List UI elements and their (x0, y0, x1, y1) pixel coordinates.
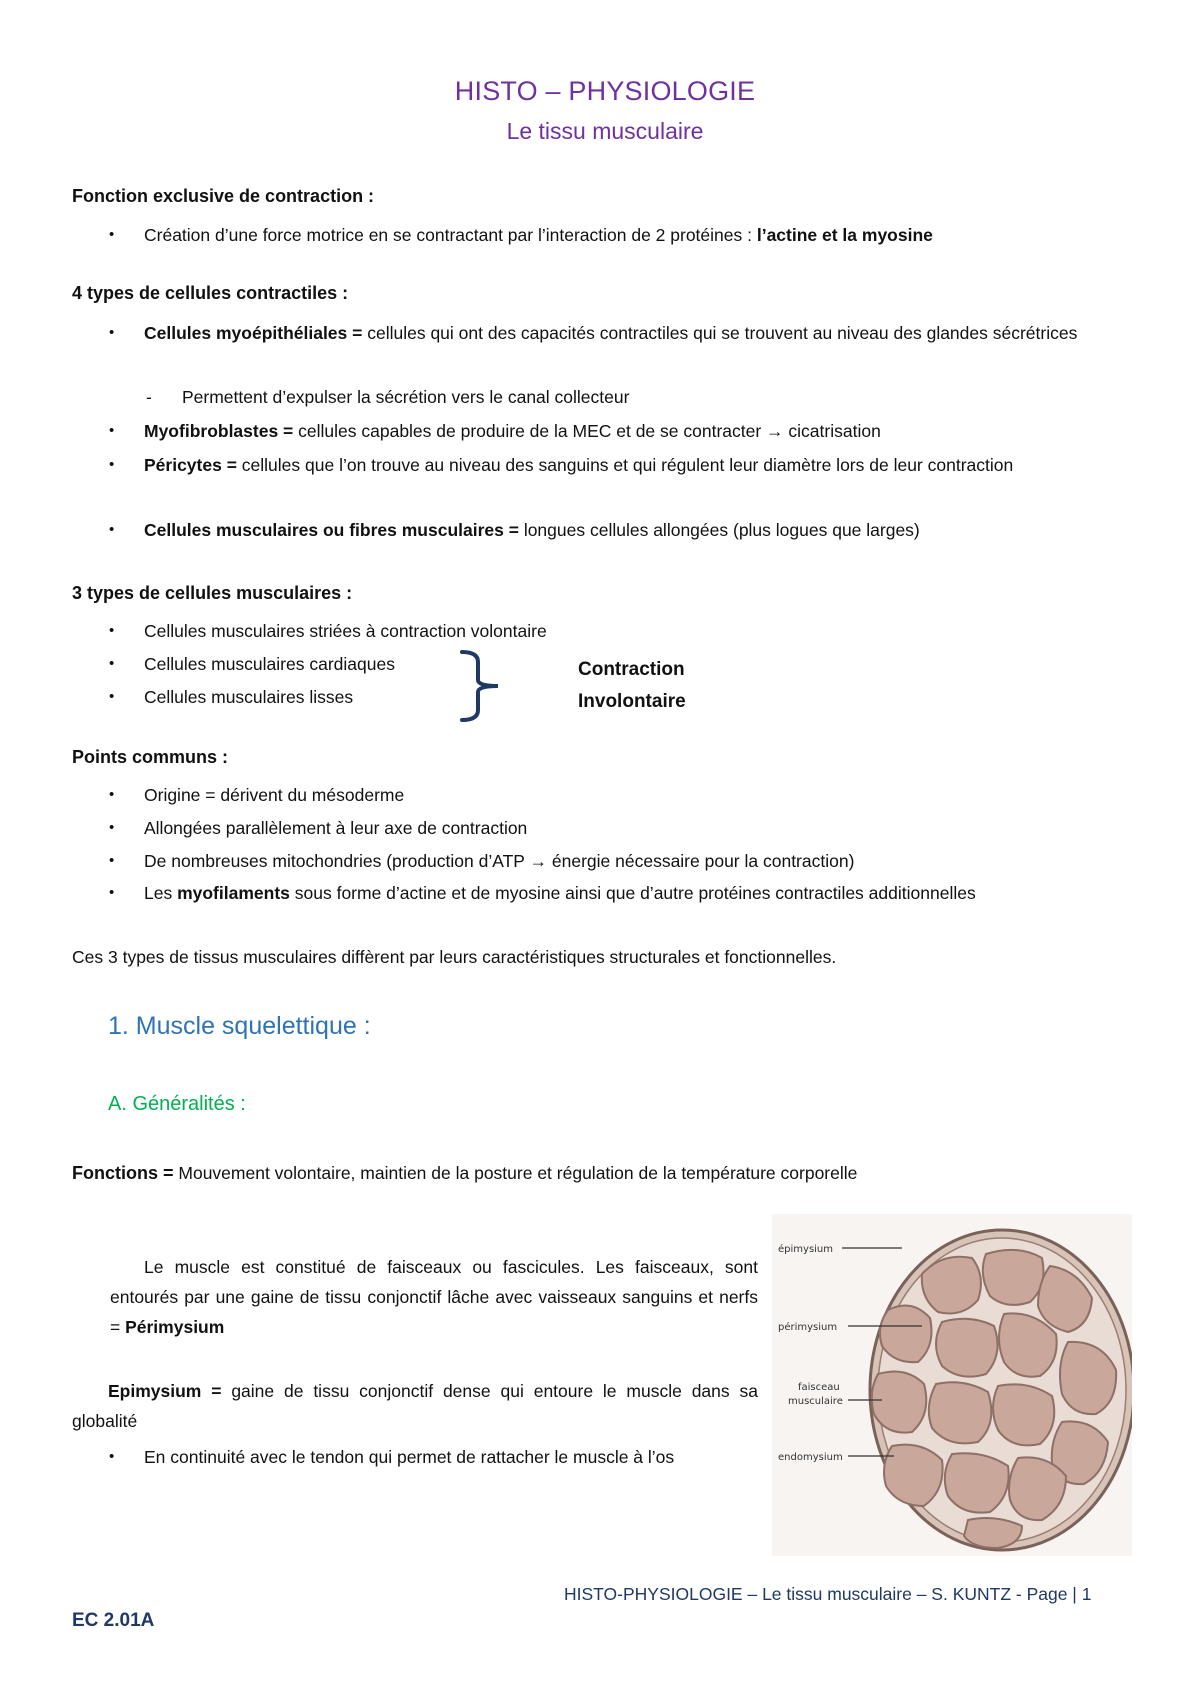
section-subtitle: A. Généralités : (108, 1093, 246, 1115)
figure-label-endomysium: endomysium (778, 1452, 843, 1463)
fonction-heading: Fonction exclusive de contraction : (72, 186, 375, 206)
bullet-icon: • (109, 655, 115, 672)
bullet-icon: • (109, 456, 115, 473)
epimysium-bullet-text: En continuité avec le tendon qui permet de rattacher le muscle à l’os (144, 1447, 675, 1467)
fonction-bullet-text: Création d’une force motrice en se contractant par l’interaction de 2 protéines : (144, 225, 757, 245)
fonctions-bold: Fonctions = (72, 1163, 174, 1183)
contractiles-heading: 4 types de cellules contractiles : (72, 283, 349, 303)
contractile-item (109, 450, 1134, 480)
contractile-item-text: cellules qui ont des capacités contractiles qui se trouvent au niveau des glandes sécrétrices (362, 323, 1078, 343)
musculaire-item-text: Cellules musculaires lisses (144, 687, 354, 707)
epimysium-paragraph (72, 1376, 758, 1436)
musculaires-heading: 3 types de cellules musculaires : (72, 583, 353, 603)
commun-item-text: Origine = dérivent du mésoderme (144, 785, 405, 805)
commun-item-pre: Les (144, 883, 178, 903)
commun-item-bold: myofilaments (177, 883, 290, 903)
commun-item-text: De nombreuses mitochondries (production d’ATP → énergie nécessaire pour la contraction) (144, 851, 855, 871)
bullet-icon: • (109, 622, 115, 639)
bullet-icon: • (109, 819, 115, 836)
contractile-item-bold: Cellules myoépithéliales = (144, 323, 363, 343)
contractile-item-bold: Cellules musculaires ou fibres musculaires = (144, 520, 519, 540)
bullet-icon: • (109, 422, 115, 439)
contractile-item (109, 318, 1134, 348)
commun-item (109, 878, 1144, 908)
bullet-icon: • (109, 688, 115, 705)
muscle-paragraph-bold: Périmysium (125, 1317, 225, 1337)
bullet-icon: • (109, 226, 115, 243)
fonctions-body: Mouvement volontaire, maintien de la posture et régulation de la température corporelle (173, 1163, 858, 1183)
epimysium-text: gaine de tissu conjonctif dense qui entoure le muscle dans sa globalité (72, 1381, 758, 1431)
contractile-item (109, 515, 1134, 545)
page-subtitle: Le tissu musculaire (506, 118, 704, 144)
muscle-paragraph-text: Le muscle est constitué de faisceaux ou fascicules. Les faisceaux, sont entourés par une gaine de tissu conjonctif lâche avec vaisseaux sanguins et nerfs = (110, 1257, 758, 1337)
contractile-sub-item (146, 382, 1082, 412)
fonction-bullet-bold: l’actine et la myosine (756, 225, 933, 245)
bullet-icon: • (109, 1448, 115, 1465)
contractile-item-bold: Péricytes = (144, 455, 237, 475)
figure-label-faisceau: faisceau (798, 1382, 840, 1393)
bullet-icon: • (109, 786, 115, 803)
bullet-icon: • (109, 521, 115, 538)
bullet-icon: • (109, 884, 115, 901)
epimysium-bold: Epimysium = (108, 1381, 222, 1401)
brace-label-involontaire: Involontaire (578, 691, 686, 712)
commun-item-post: sous forme d’actine et de myosine ainsi que d’autre protéines contractiles additionnelles (289, 883, 976, 903)
epimysium-bullet (109, 1442, 758, 1472)
page-footer: HISTO-PHYSIOLOGIE – Le tissu musculaire – S. KUNTZ - Page | 1 (564, 1584, 1092, 1604)
musculaire-item-text: Cellules musculaires striées à contraction volontaire (144, 621, 547, 641)
musculaire-item-text: Cellules musculaires cardiaques (144, 654, 395, 674)
commun-item (109, 846, 1134, 876)
muscle-paragraph (110, 1252, 758, 1342)
bullet-icon: • (109, 852, 115, 869)
figure-label-epimysium: épimysium (778, 1244, 834, 1255)
contractile-item-text: longues cellules allongées (plus logues que larges) (518, 520, 920, 540)
contractile-item-text: cellules capables de produire de la MEC et de se contracter → cicatrisation (293, 421, 881, 441)
fonction-bullet (109, 220, 1104, 250)
contractile-item-bold: Myofibroblastes = (144, 421, 294, 441)
page-title: HISTO – PHYSIOLOGIE (454, 76, 756, 106)
brace-label-contraction: Contraction (578, 659, 685, 680)
brace-icon (458, 648, 504, 724)
contractile-item-text: cellules que l’on trouve au niveau des sanguins et qui régulent leur diamètre lors de leur contraction (236, 455, 1014, 475)
communs-heading: Points communs : (72, 747, 229, 767)
section-title: 1. Muscle squelettique : (108, 1012, 371, 1040)
commun-item (109, 780, 1134, 810)
bullet-icon: • (109, 324, 115, 341)
dash-icon: - (146, 387, 152, 407)
musculaire-item (109, 616, 844, 646)
figure-label-musculaire: musculaire (788, 1396, 843, 1407)
muscle-cross-section-figure (772, 1214, 1132, 1556)
summary-text: Ces 3 types de tissus musculaires diffèrent par leurs caractéristiques structurales et fonctionnelles. (72, 947, 837, 967)
fonctions-text (72, 1158, 1152, 1188)
contractile-sub-text: Permettent d’expulser la sécrétion vers le canal collecteur (182, 387, 630, 407)
course-code: EC 2.01A (72, 1610, 155, 1631)
commun-item (109, 813, 1134, 843)
commun-item-text: Allongées parallèlement à leur axe de contraction (144, 818, 528, 838)
contractile-item (109, 416, 1134, 446)
figure-label-perimysium: périmysium (778, 1322, 838, 1333)
